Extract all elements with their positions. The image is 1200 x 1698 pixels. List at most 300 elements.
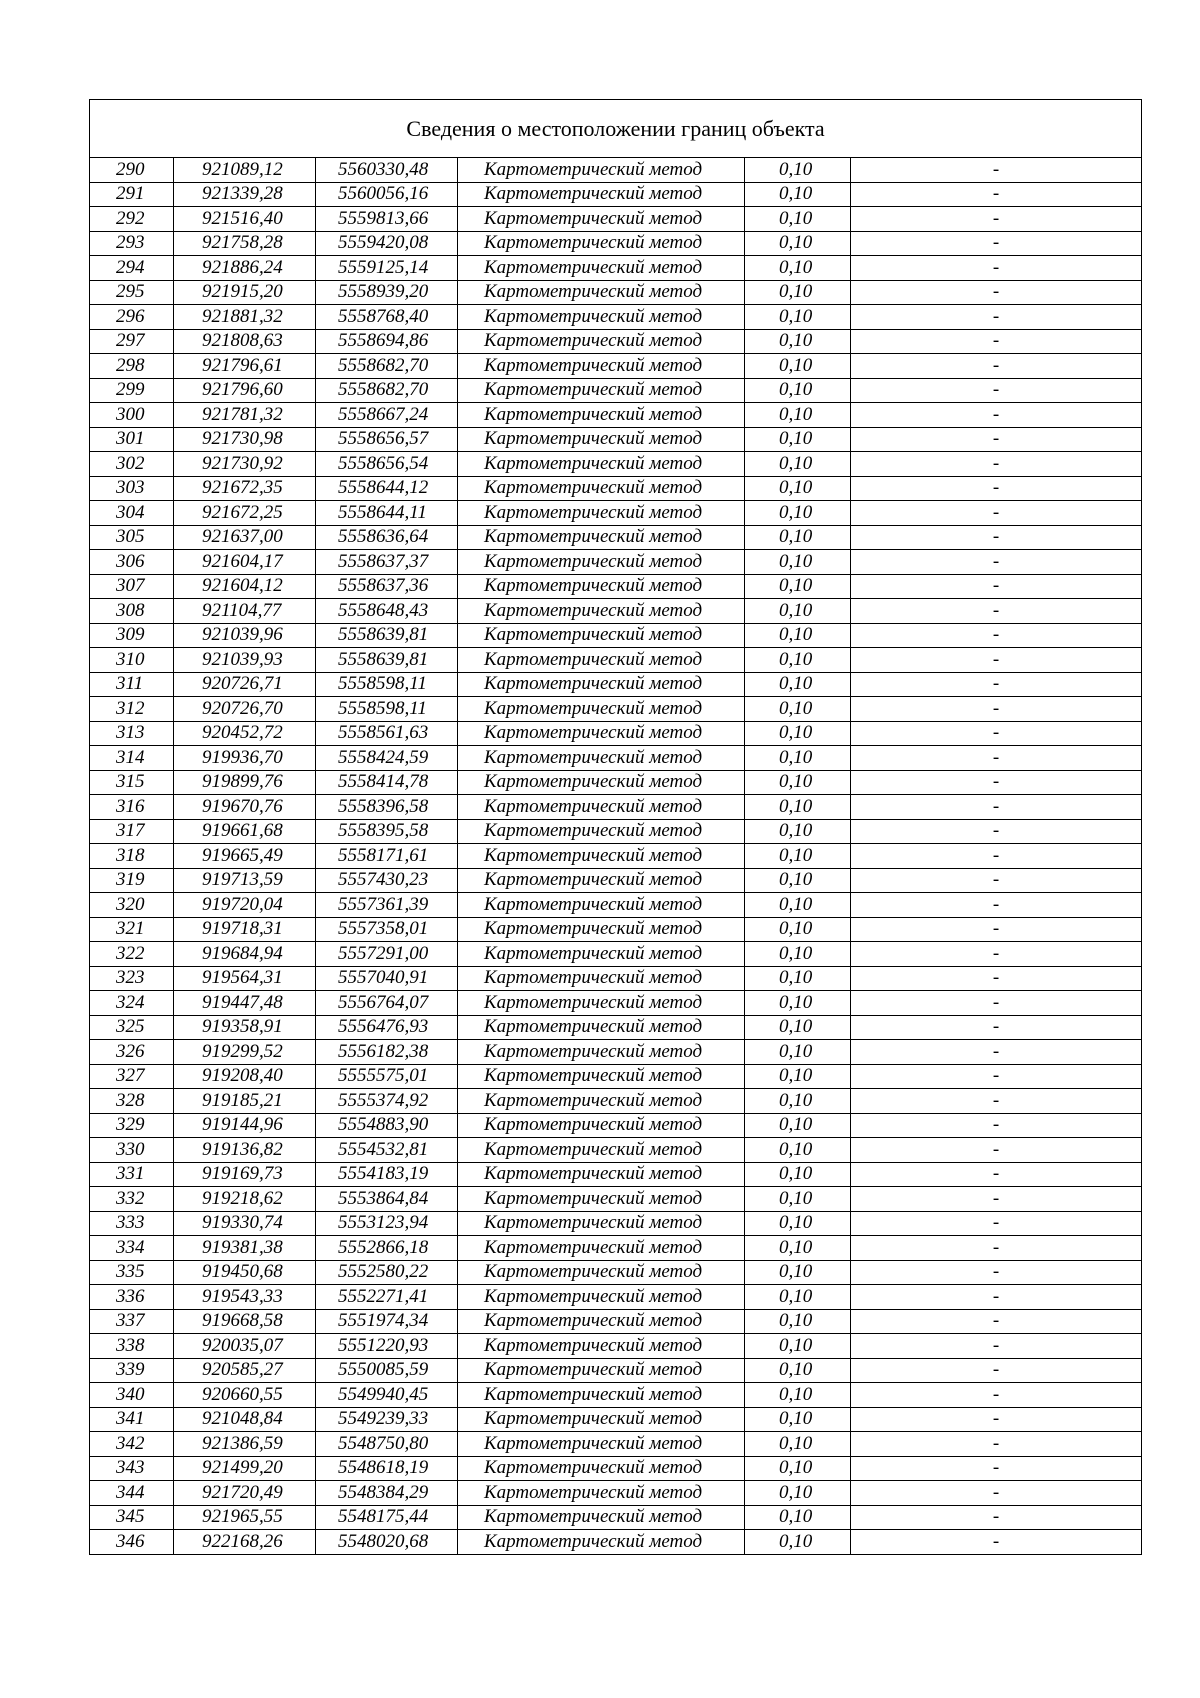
point-number-cell: 312 (90, 697, 174, 722)
x-coordinate-cell: 919684,94 (174, 942, 316, 967)
point-number-cell: 329 (90, 1113, 174, 1138)
description-cell: - (851, 550, 1142, 575)
accuracy-cell: 0,10 (745, 207, 851, 232)
accuracy-cell: 0,10 (745, 1211, 851, 1236)
table-row (90, 991, 1142, 1016)
description-cell: - (851, 476, 1142, 501)
table-row (90, 1089, 1142, 1114)
method-cell: Картометрический метод (458, 329, 745, 354)
accuracy-cell: 0,10 (745, 1358, 851, 1383)
x-coordinate-cell: 920660,55 (174, 1383, 316, 1408)
point-number-cell: 309 (90, 623, 174, 648)
description-cell: - (851, 1113, 1142, 1138)
description-cell: - (851, 1383, 1142, 1408)
method-cell: Картометрический метод (458, 1236, 745, 1261)
method-cell: Картометрический метод (458, 256, 745, 281)
point-number-cell: 318 (90, 844, 174, 869)
method-cell: Картометрический метод (458, 525, 745, 550)
method-cell: Картометрический метод (458, 378, 745, 403)
description-cell: - (851, 1530, 1142, 1555)
accuracy-cell: 0,10 (745, 623, 851, 648)
y-coordinate-cell: 5548175,44 (316, 1505, 458, 1530)
x-coordinate-cell: 921604,12 (174, 574, 316, 599)
y-coordinate-cell: 5558639,81 (316, 623, 458, 648)
point-number-cell: 345 (90, 1505, 174, 1530)
description-cell: - (851, 280, 1142, 305)
table-row (90, 844, 1142, 869)
x-coordinate-cell: 921808,63 (174, 329, 316, 354)
description-cell: - (851, 452, 1142, 477)
table-body (90, 158, 1142, 1555)
point-number-cell: 321 (90, 917, 174, 942)
table-row (90, 1187, 1142, 1212)
x-coordinate-cell: 919668,58 (174, 1309, 316, 1334)
description-cell: - (851, 1285, 1142, 1310)
y-coordinate-cell: 5554532,81 (316, 1138, 458, 1163)
point-number-cell: 311 (90, 672, 174, 697)
x-coordinate-cell: 920726,70 (174, 697, 316, 722)
method-cell: Картометрический метод (458, 1260, 745, 1285)
accuracy-cell: 0,10 (745, 1309, 851, 1334)
y-coordinate-cell: 5558561,63 (316, 721, 458, 746)
x-coordinate-cell: 922168,26 (174, 1530, 316, 1555)
accuracy-cell: 0,10 (745, 1064, 851, 1089)
table-title-row (90, 100, 1142, 158)
accuracy-cell: 0,10 (745, 574, 851, 599)
y-coordinate-cell: 5554183,19 (316, 1162, 458, 1187)
table-row (90, 182, 1142, 207)
x-coordinate-cell: 921796,61 (174, 354, 316, 379)
accuracy-cell: 0,10 (745, 868, 851, 893)
point-number-cell: 323 (90, 966, 174, 991)
table-row (90, 1211, 1142, 1236)
x-coordinate-cell: 920035,07 (174, 1334, 316, 1359)
table-row (90, 1260, 1142, 1285)
point-number-cell: 334 (90, 1236, 174, 1261)
accuracy-cell: 0,10 (745, 942, 851, 967)
method-cell: Картометрический метод (458, 1064, 745, 1089)
method-cell: Картометрический метод (458, 476, 745, 501)
x-coordinate-cell: 921672,25 (174, 501, 316, 526)
y-coordinate-cell: 5558396,58 (316, 795, 458, 820)
accuracy-cell: 0,10 (745, 1089, 851, 1114)
x-coordinate-cell: 919450,68 (174, 1260, 316, 1285)
x-coordinate-cell: 921048,84 (174, 1407, 316, 1432)
point-number-cell: 322 (90, 942, 174, 967)
accuracy-cell: 0,10 (745, 1015, 851, 1040)
description-cell: - (851, 770, 1142, 795)
table-row (90, 1481, 1142, 1506)
table-row (90, 623, 1142, 648)
y-coordinate-cell: 5558414,78 (316, 770, 458, 795)
x-coordinate-cell: 921516,40 (174, 207, 316, 232)
table-row (90, 329, 1142, 354)
table-row (90, 1432, 1142, 1457)
description-cell: - (851, 966, 1142, 991)
table-row (90, 1113, 1142, 1138)
method-cell: Картометрический метод (458, 1285, 745, 1310)
description-cell: - (851, 917, 1142, 942)
accuracy-cell: 0,10 (745, 1260, 851, 1285)
y-coordinate-cell: 5554883,90 (316, 1113, 458, 1138)
point-number-cell: 346 (90, 1530, 174, 1555)
y-coordinate-cell: 5552580,22 (316, 1260, 458, 1285)
accuracy-cell: 0,10 (745, 1505, 851, 1530)
table-row (90, 746, 1142, 771)
description-cell: - (851, 1358, 1142, 1383)
description-cell: - (851, 1407, 1142, 1432)
y-coordinate-cell: 5553864,84 (316, 1187, 458, 1212)
x-coordinate-cell: 919169,73 (174, 1162, 316, 1187)
y-coordinate-cell: 5556764,07 (316, 991, 458, 1016)
x-coordinate-cell: 921965,55 (174, 1505, 316, 1530)
method-cell: Картометрический метод (458, 1481, 745, 1506)
y-coordinate-cell: 5548750,80 (316, 1432, 458, 1457)
method-cell: Картометрический метод (458, 893, 745, 918)
x-coordinate-cell: 921758,28 (174, 231, 316, 256)
method-cell: Картометрический метод (458, 550, 745, 575)
table-row (90, 158, 1142, 183)
method-cell: Картометрический метод (458, 1407, 745, 1432)
description-cell: - (851, 525, 1142, 550)
table-row (90, 697, 1142, 722)
method-cell: Картометрический метод (458, 1334, 745, 1359)
x-coordinate-cell: 919381,38 (174, 1236, 316, 1261)
y-coordinate-cell: 5555374,92 (316, 1089, 458, 1114)
y-coordinate-cell: 5558648,43 (316, 599, 458, 624)
table-row (90, 1285, 1142, 1310)
x-coordinate-cell: 921039,96 (174, 623, 316, 648)
table-row (90, 427, 1142, 452)
y-coordinate-cell: 5557291,00 (316, 942, 458, 967)
method-cell: Картометрический метод (458, 672, 745, 697)
table-row (90, 1162, 1142, 1187)
y-coordinate-cell: 5558667,24 (316, 403, 458, 428)
table-row (90, 648, 1142, 673)
description-cell: - (851, 893, 1142, 918)
description-cell: - (851, 1162, 1142, 1187)
x-coordinate-cell: 921730,92 (174, 452, 316, 477)
method-cell: Картометрический метод (458, 868, 745, 893)
description-cell: - (851, 1309, 1142, 1334)
method-cell: Картометрический метод (458, 1015, 745, 1040)
table-row (90, 378, 1142, 403)
table-row (90, 942, 1142, 967)
method-cell: Картометрический метод (458, 1211, 745, 1236)
table-row (90, 1407, 1142, 1432)
y-coordinate-cell: 5557430,23 (316, 868, 458, 893)
point-number-cell: 308 (90, 599, 174, 624)
x-coordinate-cell: 921089,12 (174, 158, 316, 183)
description-cell: - (851, 1138, 1142, 1163)
method-cell: Картометрический метод (458, 991, 745, 1016)
y-coordinate-cell: 5549940,45 (316, 1383, 458, 1408)
table-row (90, 476, 1142, 501)
y-coordinate-cell: 5558644,11 (316, 501, 458, 526)
method-cell: Картометрический метод (458, 1358, 745, 1383)
description-cell: - (851, 1432, 1142, 1457)
description-cell: - (851, 501, 1142, 526)
x-coordinate-cell: 920726,71 (174, 672, 316, 697)
x-coordinate-cell: 919543,33 (174, 1285, 316, 1310)
table-row (90, 452, 1142, 477)
point-number-cell: 306 (90, 550, 174, 575)
point-number-cell: 294 (90, 256, 174, 281)
table-row (90, 672, 1142, 697)
method-cell: Картометрический метод (458, 1113, 745, 1138)
x-coordinate-cell: 919447,48 (174, 991, 316, 1016)
x-coordinate-cell: 919720,04 (174, 893, 316, 918)
x-coordinate-cell: 921339,28 (174, 182, 316, 207)
point-number-cell: 305 (90, 525, 174, 550)
y-coordinate-cell: 5558768,40 (316, 305, 458, 330)
x-coordinate-cell: 919718,31 (174, 917, 316, 942)
method-cell: Картометрический метод (458, 354, 745, 379)
y-coordinate-cell: 5558656,54 (316, 452, 458, 477)
description-cell: - (851, 1187, 1142, 1212)
accuracy-cell: 0,10 (745, 966, 851, 991)
point-number-cell: 325 (90, 1015, 174, 1040)
description-cell: - (851, 574, 1142, 599)
point-number-cell: 320 (90, 893, 174, 918)
table-row (90, 819, 1142, 844)
method-cell: Картометрический метод (458, 574, 745, 599)
accuracy-cell: 0,10 (745, 1432, 851, 1457)
accuracy-cell: 0,10 (745, 697, 851, 722)
description-cell: - (851, 819, 1142, 844)
point-number-cell: 338 (90, 1334, 174, 1359)
y-coordinate-cell: 5558636,64 (316, 525, 458, 550)
y-coordinate-cell: 5550085,59 (316, 1358, 458, 1383)
accuracy-cell: 0,10 (745, 819, 851, 844)
method-cell: Картометрический метод (458, 770, 745, 795)
table-row (90, 525, 1142, 550)
method-cell: Картометрический метод (458, 1162, 745, 1187)
point-number-cell: 302 (90, 452, 174, 477)
accuracy-cell: 0,10 (745, 648, 851, 673)
method-cell: Картометрический метод (458, 182, 745, 207)
point-number-cell: 335 (90, 1260, 174, 1285)
y-coordinate-cell: 5560056,16 (316, 182, 458, 207)
y-coordinate-cell: 5558637,36 (316, 574, 458, 599)
y-coordinate-cell: 5558682,70 (316, 354, 458, 379)
table-row (90, 550, 1142, 575)
table-row (90, 354, 1142, 379)
x-coordinate-cell: 919713,59 (174, 868, 316, 893)
accuracy-cell: 0,10 (745, 795, 851, 820)
x-coordinate-cell: 920452,72 (174, 721, 316, 746)
method-cell: Картометрический метод (458, 1089, 745, 1114)
description-cell: - (851, 305, 1142, 330)
x-coordinate-cell: 919218,62 (174, 1187, 316, 1212)
point-number-cell: 343 (90, 1456, 174, 1481)
table-row (90, 1334, 1142, 1359)
accuracy-cell: 0,10 (745, 1481, 851, 1506)
y-coordinate-cell: 5553123,94 (316, 1211, 458, 1236)
y-coordinate-cell: 5549239,33 (316, 1407, 458, 1432)
y-coordinate-cell: 5558598,11 (316, 697, 458, 722)
table-row (90, 501, 1142, 526)
accuracy-cell: 0,10 (745, 476, 851, 501)
accuracy-cell: 0,10 (745, 452, 851, 477)
y-coordinate-cell: 5556182,38 (316, 1040, 458, 1065)
accuracy-cell: 0,10 (745, 158, 851, 183)
table-row (90, 1505, 1142, 1530)
method-cell: Картометрический метод (458, 1138, 745, 1163)
x-coordinate-cell: 919208,40 (174, 1064, 316, 1089)
method-cell: Картометрический метод (458, 795, 745, 820)
y-coordinate-cell: 5558171,61 (316, 844, 458, 869)
description-cell: - (851, 1211, 1142, 1236)
description-cell: - (851, 1015, 1142, 1040)
y-coordinate-cell: 5555575,01 (316, 1064, 458, 1089)
table-row (90, 574, 1142, 599)
point-number-cell: 344 (90, 1481, 174, 1506)
method-cell: Картометрический метод (458, 623, 745, 648)
x-coordinate-cell: 921796,60 (174, 378, 316, 403)
point-number-cell: 315 (90, 770, 174, 795)
y-coordinate-cell: 5558656,57 (316, 427, 458, 452)
y-coordinate-cell: 5558939,20 (316, 280, 458, 305)
table-row (90, 1040, 1142, 1065)
accuracy-cell: 0,10 (745, 550, 851, 575)
point-number-cell: 307 (90, 574, 174, 599)
method-cell: Картометрический метод (458, 844, 745, 869)
x-coordinate-cell: 919330,74 (174, 1211, 316, 1236)
point-number-cell: 340 (90, 1383, 174, 1408)
description-cell: - (851, 623, 1142, 648)
y-coordinate-cell: 5548020,68 (316, 1530, 458, 1555)
table-row (90, 1138, 1142, 1163)
method-cell: Картометрический метод (458, 721, 745, 746)
y-coordinate-cell: 5559813,66 (316, 207, 458, 232)
point-number-cell: 303 (90, 476, 174, 501)
description-cell: - (851, 1236, 1142, 1261)
method-cell: Картометрический метод (458, 966, 745, 991)
x-coordinate-cell: 919670,76 (174, 795, 316, 820)
point-number-cell: 292 (90, 207, 174, 232)
x-coordinate-cell: 919665,49 (174, 844, 316, 869)
accuracy-cell: 0,10 (745, 231, 851, 256)
method-cell: Картометрический метод (458, 1530, 745, 1555)
table-row (90, 1530, 1142, 1555)
description-cell: - (851, 697, 1142, 722)
point-number-cell: 326 (90, 1040, 174, 1065)
y-coordinate-cell: 5558395,58 (316, 819, 458, 844)
table-row (90, 599, 1142, 624)
description-cell: - (851, 403, 1142, 428)
method-cell: Картометрический метод (458, 403, 745, 428)
x-coordinate-cell: 921730,98 (174, 427, 316, 452)
description-cell: - (851, 256, 1142, 281)
method-cell: Картометрический метод (458, 207, 745, 232)
x-coordinate-cell: 919185,21 (174, 1089, 316, 1114)
point-number-cell: 339 (90, 1358, 174, 1383)
y-coordinate-cell: 5551220,93 (316, 1334, 458, 1359)
description-cell: - (851, 721, 1142, 746)
accuracy-cell: 0,10 (745, 844, 851, 869)
table-row (90, 893, 1142, 918)
accuracy-cell: 0,10 (745, 403, 851, 428)
accuracy-cell: 0,10 (745, 599, 851, 624)
method-cell: Картометрический метод (458, 305, 745, 330)
point-number-cell: 295 (90, 280, 174, 305)
description-cell: - (851, 1040, 1142, 1065)
table-row (90, 1015, 1142, 1040)
y-coordinate-cell: 5560330,48 (316, 158, 458, 183)
x-coordinate-cell: 921672,35 (174, 476, 316, 501)
point-number-cell: 332 (90, 1187, 174, 1212)
method-cell: Картометрический метод (458, 501, 745, 526)
method-cell: Картометрический метод (458, 1505, 745, 1530)
point-number-cell: 341 (90, 1407, 174, 1432)
y-coordinate-cell: 5558682,70 (316, 378, 458, 403)
accuracy-cell: 0,10 (745, 501, 851, 526)
description-cell: - (851, 231, 1142, 256)
table-row (90, 1383, 1142, 1408)
y-coordinate-cell: 5559125,14 (316, 256, 458, 281)
point-number-cell: 342 (90, 1432, 174, 1457)
accuracy-cell: 0,10 (745, 746, 851, 771)
x-coordinate-cell: 920585,27 (174, 1358, 316, 1383)
description-cell: - (851, 1089, 1142, 1114)
description-cell: - (851, 746, 1142, 771)
description-cell: - (851, 1064, 1142, 1089)
point-number-cell: 316 (90, 795, 174, 820)
table-row (90, 966, 1142, 991)
accuracy-cell: 0,10 (745, 1530, 851, 1555)
table-row (90, 207, 1142, 232)
point-number-cell: 333 (90, 1211, 174, 1236)
y-coordinate-cell: 5557361,39 (316, 893, 458, 918)
x-coordinate-cell: 919899,76 (174, 770, 316, 795)
x-coordinate-cell: 919299,52 (174, 1040, 316, 1065)
point-number-cell: 301 (90, 427, 174, 452)
x-coordinate-cell: 921637,00 (174, 525, 316, 550)
accuracy-cell: 0,10 (745, 991, 851, 1016)
x-coordinate-cell: 921499,20 (174, 1456, 316, 1481)
description-cell: - (851, 599, 1142, 624)
description-cell: - (851, 844, 1142, 869)
method-cell: Картометрический метод (458, 648, 745, 673)
accuracy-cell: 0,10 (745, 305, 851, 330)
y-coordinate-cell: 5559420,08 (316, 231, 458, 256)
table-row (90, 1456, 1142, 1481)
accuracy-cell: 0,10 (745, 256, 851, 281)
description-cell: - (851, 378, 1142, 403)
boundary-coordinates-table (89, 99, 1142, 1555)
y-coordinate-cell: 5558424,59 (316, 746, 458, 771)
x-coordinate-cell: 919661,68 (174, 819, 316, 844)
method-cell: Картометрический метод (458, 917, 745, 942)
description-cell: - (851, 1334, 1142, 1359)
accuracy-cell: 0,10 (745, 917, 851, 942)
method-cell: Картометрический метод (458, 280, 745, 305)
y-coordinate-cell: 5548618,19 (316, 1456, 458, 1481)
x-coordinate-cell: 919144,96 (174, 1113, 316, 1138)
point-number-cell: 300 (90, 403, 174, 428)
y-coordinate-cell: 5557358,01 (316, 917, 458, 942)
y-coordinate-cell: 5551974,34 (316, 1309, 458, 1334)
x-coordinate-cell: 921104,77 (174, 599, 316, 624)
method-cell: Картометрический метод (458, 942, 745, 967)
point-number-cell: 310 (90, 648, 174, 673)
table-row (90, 1309, 1142, 1334)
x-coordinate-cell: 919564,31 (174, 966, 316, 991)
accuracy-cell: 0,10 (745, 182, 851, 207)
accuracy-cell: 0,10 (745, 770, 851, 795)
accuracy-cell: 0,10 (745, 354, 851, 379)
